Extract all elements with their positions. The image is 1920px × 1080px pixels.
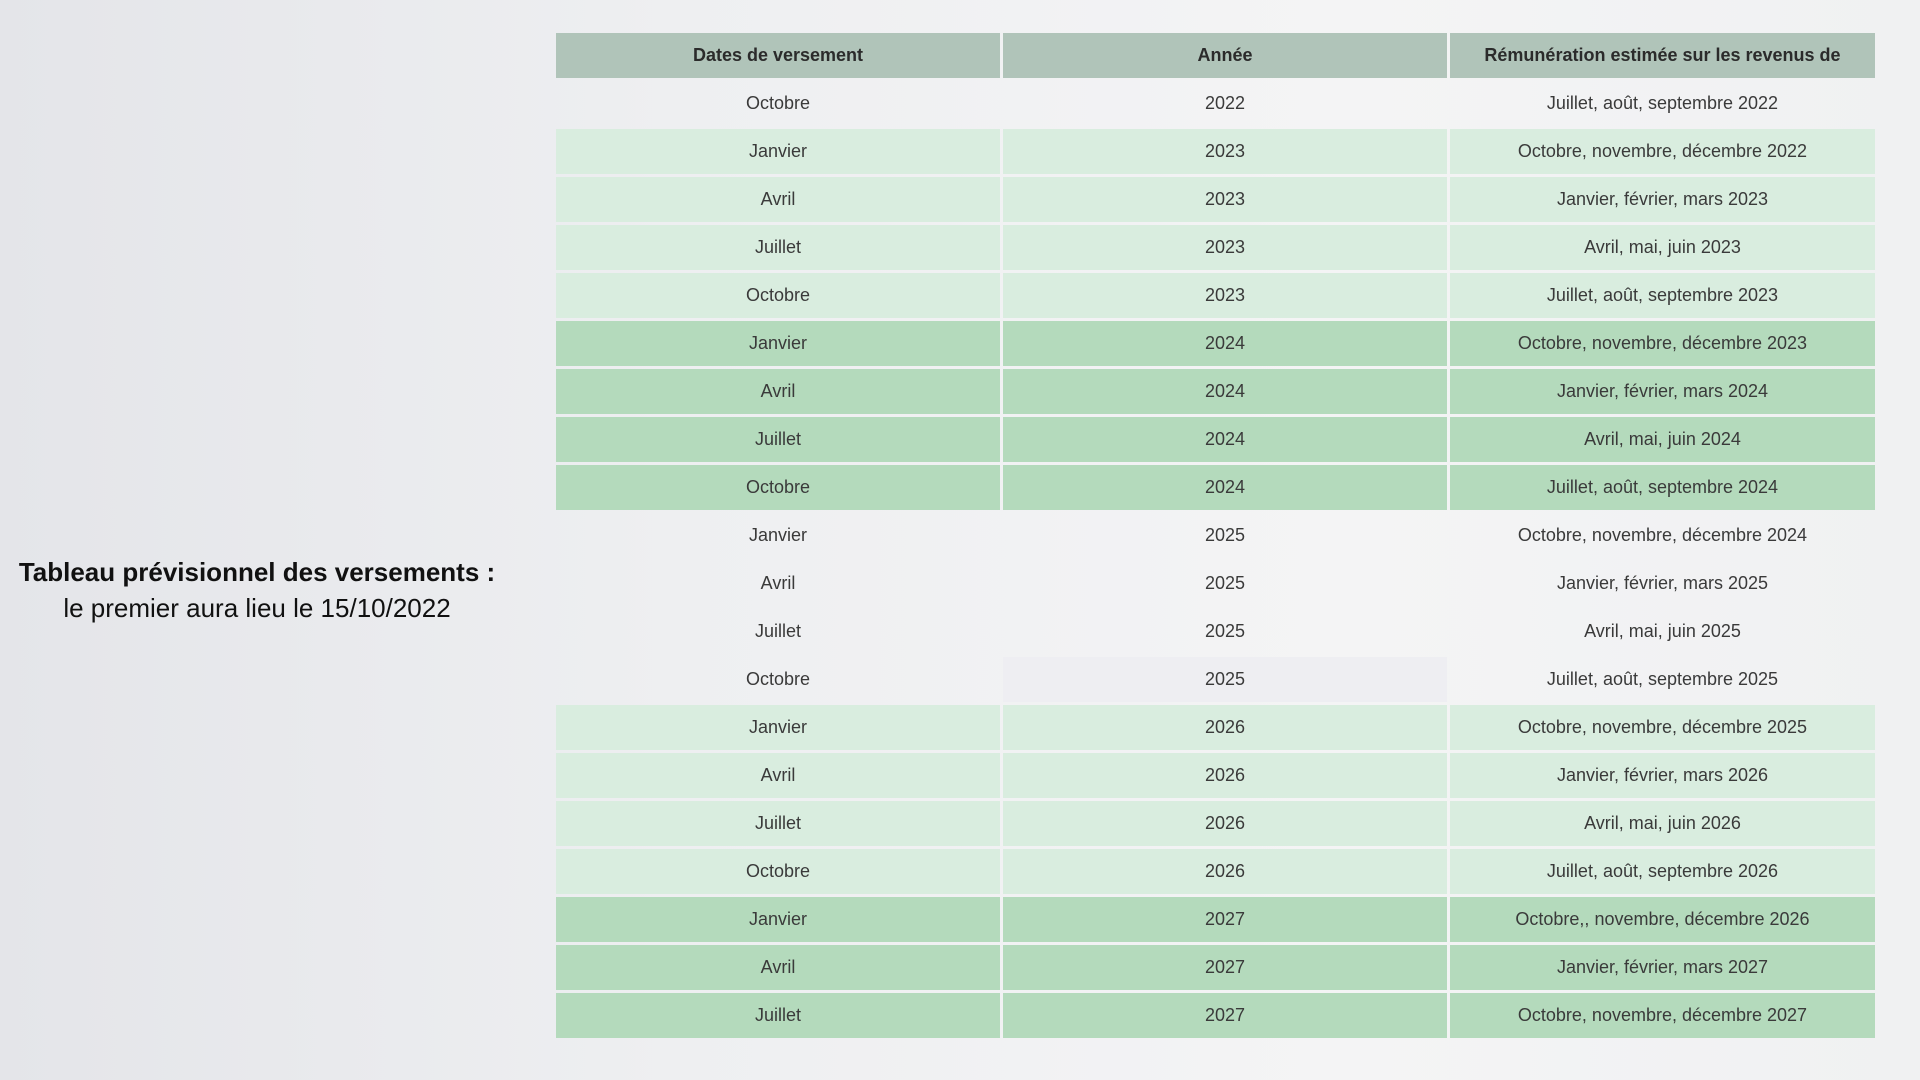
table-header-row [556, 33, 1875, 78]
caption-subtitle: le premier aura lieu le 15/10/2022 [63, 593, 451, 623]
cell-year: 2026 [1003, 705, 1447, 750]
cell-payment-month: Janvier [556, 321, 1000, 366]
cell-payment-month: Janvier [556, 705, 1000, 750]
table-row [556, 705, 1875, 750]
table-row [556, 561, 1875, 606]
cell-remuneration-period: Janvier, février, mars 2024 [1450, 369, 1875, 414]
cell-year: 2027 [1003, 945, 1447, 990]
table-row [556, 225, 1875, 270]
cell-remuneration-period: Juillet, août, septembre 2023 [1450, 273, 1875, 318]
table-row [556, 465, 1875, 510]
cell-year: 2027 [1003, 993, 1447, 1038]
cell-payment-month: Janvier [556, 129, 1000, 174]
table-body [556, 81, 1875, 1038]
cell-remuneration-period: Avril, mai, juin 2023 [1450, 225, 1875, 270]
cell-remuneration-period: Avril, mai, juin 2026 [1450, 801, 1875, 846]
table-row [556, 609, 1875, 654]
cell-remuneration-period: Janvier, février, mars 2023 [1450, 177, 1875, 222]
cell-payment-month: Avril [556, 945, 1000, 990]
cell-payment-month: Octobre [556, 273, 1000, 318]
cell-year: 2024 [1003, 369, 1447, 414]
table-caption [0, 554, 514, 626]
cell-year: 2025 [1204, 573, 1246, 593]
cell-payment-month: Avril [556, 753, 1000, 798]
cell-remuneration-period: Avril, mai, juin 2024 [1450, 417, 1875, 462]
table-row [556, 849, 1875, 894]
table-row [556, 321, 1875, 366]
cell-payment-month: Avril [760, 573, 796, 593]
cell-payment-month: Juillet [754, 621, 802, 641]
cell-remuneration-period: Octobre, novembre, décembre 2023 [1450, 321, 1875, 366]
table-row [556, 513, 1875, 558]
cell-payment-month: Juillet [556, 225, 1000, 270]
cell-payment-month: Janvier [748, 525, 808, 545]
header-payment-date: Dates de versement [556, 33, 1000, 78]
cell-remuneration-period: Avril, mai, juin 2025 [1584, 621, 1741, 641]
table-row [556, 369, 1875, 414]
caption-title: Tableau prévisionnel des versements : [18, 557, 496, 587]
cell-payment-month: Juillet [556, 801, 1000, 846]
cell-remuneration-period: Janvier, février, mars 2027 [1450, 945, 1875, 990]
cell-year: 2024 [1003, 321, 1447, 366]
table-row [556, 801, 1875, 846]
cell-year: 2022 [1204, 93, 1246, 113]
cell-year: 2023 [1003, 225, 1447, 270]
cell-year: 2023 [1003, 129, 1447, 174]
cell-year: 2026 [1003, 753, 1447, 798]
header-estimated-remuneration: Rémunération estimée sur les revenus de [1450, 33, 1875, 78]
payments-table-container [556, 33, 1875, 1038]
cell-payment-month: Juillet [556, 417, 1000, 462]
cell-year: 2024 [1003, 465, 1447, 510]
cell-payment-month: Avril [556, 369, 1000, 414]
cell-year: 2027 [1003, 897, 1447, 942]
cell-remuneration-period: Octobre, novembre, décembre 2027 [1450, 993, 1875, 1038]
cell-payment-month: Octobre [745, 93, 811, 113]
header-year: Année [1003, 33, 1447, 78]
cell-year: 2026 [1003, 849, 1447, 894]
cell-year: 2026 [1003, 801, 1447, 846]
table-row [556, 417, 1875, 462]
cell-year: 2025 [1003, 657, 1447, 702]
table-row [556, 81, 1875, 126]
payments-table [553, 30, 1878, 1041]
table-row [556, 753, 1875, 798]
table-row [556, 657, 1875, 702]
cell-year: 2025 [1204, 621, 1246, 641]
cell-remuneration-period: Juillet, août, septembre 2025 [1546, 669, 1779, 689]
cell-remuneration-period: Octobre, novembre, décembre 2024 [1517, 525, 1808, 545]
cell-remuneration-period: Juillet, août, septembre 2026 [1450, 849, 1875, 894]
cell-payment-month: Octobre [556, 465, 1000, 510]
cell-remuneration-period: Janvier, février, mars 2025 [1556, 573, 1769, 593]
cell-payment-month: Octobre [745, 669, 811, 689]
cell-remuneration-period: Octobre, novembre, décembre 2022 [1450, 129, 1875, 174]
cell-year: 2024 [1003, 417, 1447, 462]
cell-payment-month: Juillet [556, 993, 1000, 1038]
cell-year: 2025 [1204, 525, 1246, 545]
cell-remuneration-period: Octobre, novembre, décembre 2025 [1450, 705, 1875, 750]
cell-remuneration-period: Juillet, août, septembre 2022 [1546, 93, 1779, 113]
table-row [556, 177, 1875, 222]
table-row [556, 897, 1875, 942]
cell-remuneration-period: Janvier, février, mars 2026 [1450, 753, 1875, 798]
cell-year: 2023 [1003, 177, 1447, 222]
table-row [556, 273, 1875, 318]
cell-payment-month: Avril [556, 177, 1000, 222]
cell-payment-month: Janvier [556, 897, 1000, 942]
cell-remuneration-period: Octobre,, novembre, décembre 2026 [1450, 897, 1875, 942]
table-row [556, 945, 1875, 990]
cell-year: 2023 [1003, 273, 1447, 318]
table-row [556, 993, 1875, 1038]
table-row [556, 129, 1875, 174]
cell-remuneration-period: Juillet, août, septembre 2024 [1450, 465, 1875, 510]
cell-payment-month: Octobre [556, 849, 1000, 894]
